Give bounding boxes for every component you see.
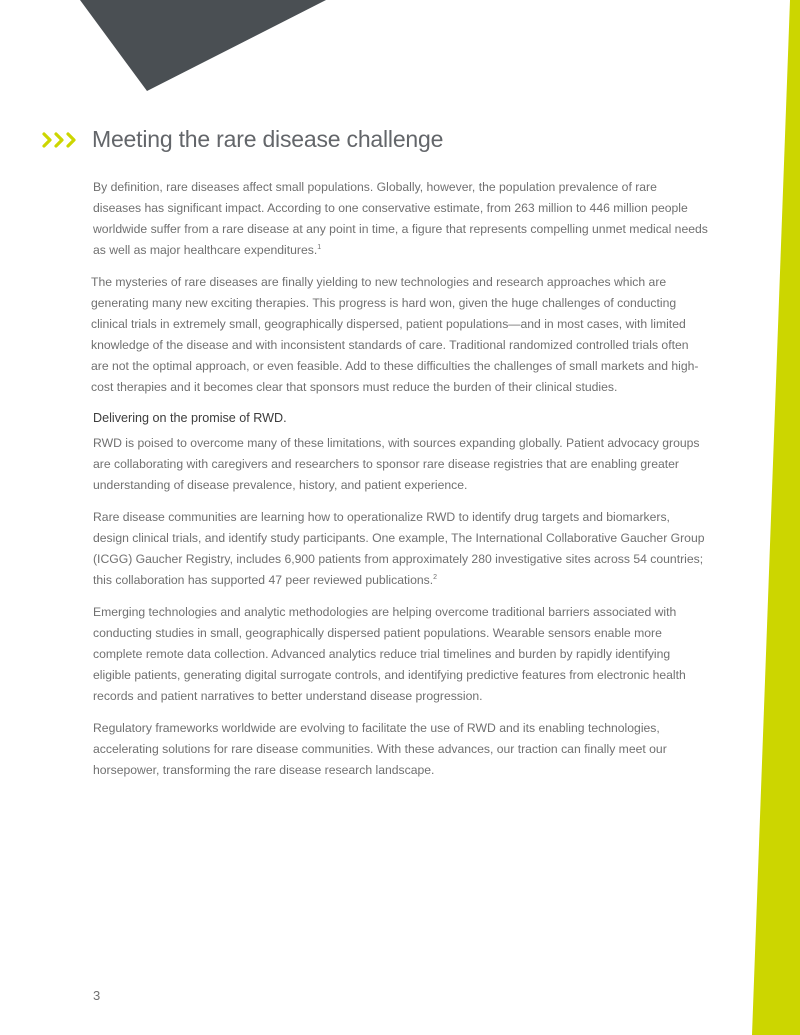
dark-corner-shape	[80, 0, 326, 91]
section-paragraph-2-text: Rare disease communities are learning how to operationalize RWD to identify drug targets and biomarkers, design clinical trials, and identify study participants. One example, The International Collaborative Gaucher Group (ICGG) Gaucher Registry, includes 6,900 patients from approximately 280 investigative sites across 54 countries; this collaboration has supported 47 peer reviewed publications.	[93, 510, 705, 587]
page-title: Meeting the rare disease challenge	[92, 126, 444, 152]
section-paragraph-3: Emerging technologies and analytic methodologies are helping overcome traditional barriers associated with conducting studies in small, geographically dispersed patient populations. Wearable sensors enable more complete remote data collection. Advanced analytics reduce trial timelines and burden by rapidly identifying eligible patients, generating digital surrogate controls, and identifying predictive features from electronic health records and patient narratives to better understand disease progression.	[93, 605, 686, 703]
footnote-ref-1: 1	[317, 244, 322, 251]
section-paragraph-2	[93, 507, 708, 591]
accent-edge-stripe	[752, 0, 800, 1035]
page-number: 3	[93, 988, 101, 1003]
section-paragraph-4: Regulatory frameworks worldwide are evolving to facilitate the use of RWD and its enabling technologies, accelerating solutions for rare disease communities. With these advances, our traction can finally meet our horsepower, transforming the rare disease research landscape.	[93, 721, 667, 777]
subheading-rwd: Delivering on the promise of RWD.	[93, 411, 287, 425]
section-heading	[40, 126, 443, 153]
body-content	[93, 177, 708, 792]
triple-chevron-right-icon	[40, 131, 80, 149]
intro-paragraph-1	[93, 177, 708, 261]
intro-paragraph-1-text: By definition, rare diseases affect small populations. Globally, however, the population prevalence of rare diseases has significant impact. According to one conservative estimate, from 263 million to 446 million people worldwide suffer from a rare disease at any point in time, a figure that represents compelling unmet medical needs as well as major healthcare expenditures.	[93, 180, 708, 257]
footnote-ref-2: 2	[433, 574, 438, 581]
intro-paragraph-2: The mysteries of rare diseases are finally yielding to new technologies and research approaches which are generating many new exciting therapies. This progress is hard won, given the huge challenges of conducting clinical trials in extremely small, geographically dispersed, patient populations—and in most cases, with limited knowledge of the disease and with inconsistent standards of care. Traditional randomized controlled trials often are not the optimal approach, or even feasible. Add to these difficulties the challenges of small markets and high-cost therapies and it becomes clear that sponsors must reduce the burden of their clinical studies.	[91, 275, 699, 394]
section-paragraph-1: RWD is poised to overcome many of these limitations, with sources expanding globally. Patient advocacy groups are collaborating with caregivers and researchers to sponsor rare disease registries that are enabling greater understanding of disease prevalence, history, and patient experience.	[93, 436, 700, 492]
